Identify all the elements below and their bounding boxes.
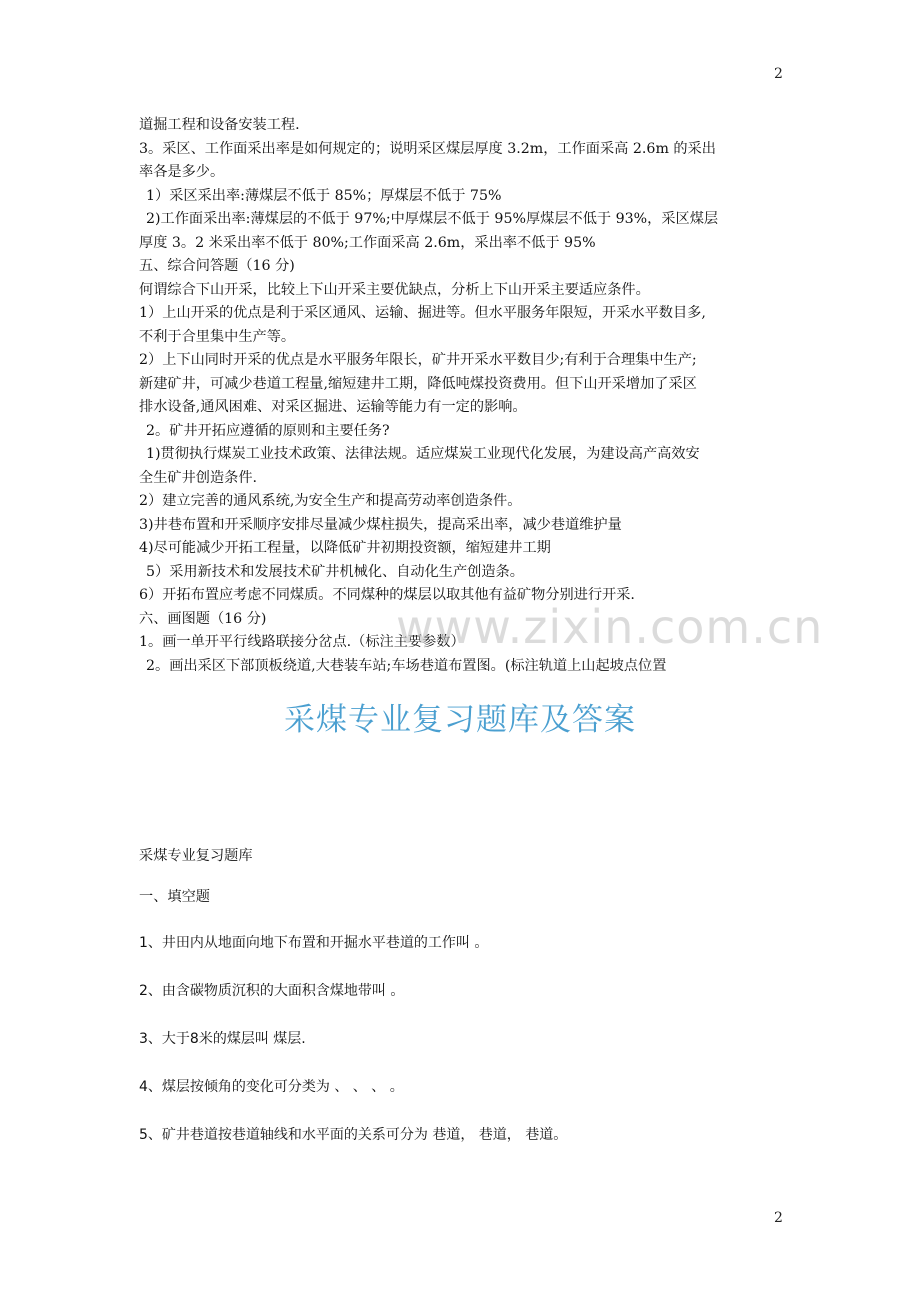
paragraph: 道掘工程和设备安装工程.	[139, 117, 300, 133]
paragraph: 1。画一单开平行线路联接分岔点.（标注主要参数）	[139, 634, 465, 650]
subtitle: 采煤专业复习题库	[139, 848, 253, 864]
paragraph: 2。矿井开拓应遵循的原则和主要任务?	[146, 422, 390, 439]
paragraph: 3。采区、工作面采出率是如何规定的；说明采区煤层厚度 3.2m，工作面采高 2.6m 的采出	[139, 140, 716, 157]
paragraph: 2）建立完善的通风系统,为安全生产和提高劳动率创造条件。	[139, 493, 522, 509]
section-heading: 五、综合问答题（16 分)	[139, 258, 295, 274]
paragraph: 率各是多少。	[139, 164, 225, 180]
paragraph: 何谓综合下山开采，比较上下山开采主要优缺点，分析上下山开采主要适应条件。	[139, 281, 650, 298]
watermark: www.zixin.com.cn	[396, 600, 824, 654]
question-list	[139, 932, 799, 1172]
paragraph: 1)贯彻执行煤炭工业技术政策、法律法规。适应煤炭工业现代化发展，为建设高产高效安	[146, 446, 700, 462]
question-item: 5、矿井巷道按巷道轴线和水平面的关系可分为 巷道， 巷道， 巷道。	[139, 1127, 568, 1143]
document-title: 采煤专业复习题库及答案	[284, 702, 636, 738]
paragraph: 3)井巷布置和开采顺序安排尽量减少煤柱损失，提高采出率，减少巷道维护量	[139, 516, 622, 533]
question-item: 2、由含碳物质沉积的大面积含煤地带叫 。	[139, 983, 405, 999]
paragraph: 新建矿井，可减少巷道工程量,缩短建井工期，降低吨煤投资费用。但下山开采增加了采区	[139, 375, 697, 392]
page-number-top: 2	[774, 66, 783, 82]
section-heading-fill-blank: 一、填空题	[139, 889, 210, 905]
page-number-bottom: 2	[774, 1210, 783, 1226]
paragraph: 5）采用新技术和发展技术矿井机械化、自动化生产创造条。	[146, 563, 524, 580]
section-heading: 六、画图题（16 分)	[139, 610, 267, 627]
paragraph: 1）采区采出率:薄煤层不低于 85%；厚煤层不低于 75%	[146, 187, 502, 204]
paragraph: 2。画出采区下部顶板绕道,大巷装车站;车场巷道布置图。(标注轨道上山起坡点位置	[146, 657, 667, 674]
question-item: 4、煤层按倾角的变化可分类为 、 、 、 。	[139, 1079, 404, 1095]
paragraph: 1）上山开采的优点是利于采区通风、运输、掘进等。但水平服务年限短，开采水平数目多,	[139, 305, 706, 321]
paragraph: 排水设备,通风困难、对采区掘进、运输等能力有一定的影响。	[139, 399, 527, 415]
paragraph: 不利于合里集中生产等。	[139, 328, 296, 345]
paragraph: 全生矿井创造条件.	[139, 469, 258, 486]
body-text	[139, 114, 789, 678]
question-item: 1、井田内从地面向地下布置和开掘水平巷道的工作叫 。	[139, 935, 489, 951]
paragraph: 2)工作面采出率:薄煤层的不低于 97%;中厚煤层不低于 95%厚煤层不低于 93%，采区煤层	[146, 211, 719, 227]
paragraph: 4)尽可能减少开拓工程量，以降低矿井初期投资额，缩短建井工期	[139, 540, 551, 556]
paragraph: 6）开拓布置应考虑不同煤质。不同煤种的煤层以取其他有益矿物分别进行开采.	[139, 587, 635, 603]
question-item: 3、大于8米的煤层叫 煤层.	[139, 1031, 306, 1047]
paragraph: 厚度 3。2 米采出率不低于 80%;工作面采高 2.6m，采出率不低于 95%	[139, 234, 596, 251]
paragraph: 2）上下山同时开采的优点是水平服务年限长，矿井开采水平数目少;有利于合理集中生产;	[139, 352, 697, 368]
